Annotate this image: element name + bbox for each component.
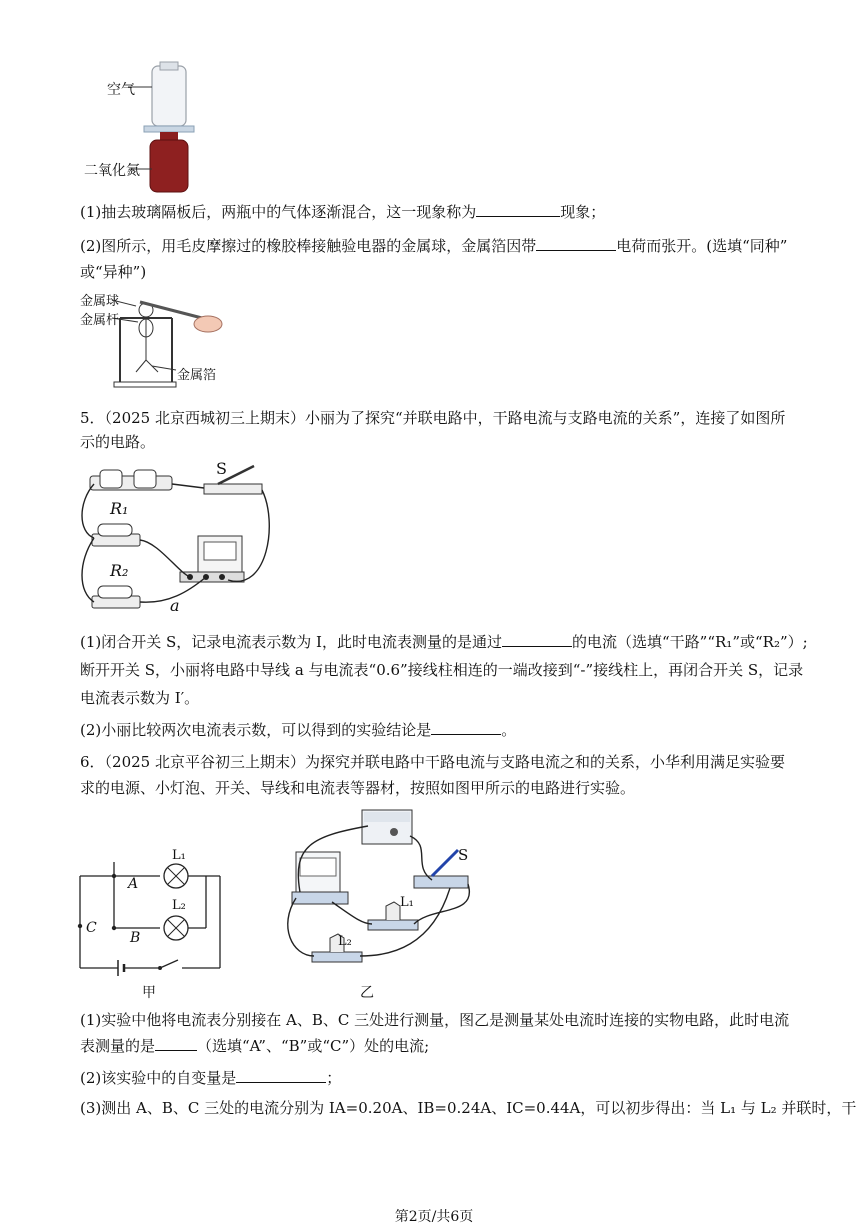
q5-sub1-line3: 电流表示数为 I′。 <box>80 689 200 707</box>
label-r2: R₂ <box>110 561 129 580</box>
q4-line3: 或“异种”) <box>80 263 147 281</box>
q4-line1-text: (1)抽去玻璃隔板后，两瓶中的气体逐渐混合，这一现象称为 <box>80 203 477 221</box>
label-point-a: A <box>128 876 139 892</box>
q6-line1: 6．（2025 北京平谷初三上期末）为探究并联电路中干路电流与支路电流之和的关系，小华利用满足实验要 <box>80 753 785 771</box>
q5-line1: 5．（2025 北京西城初三上期末）小丽为了探究“并联电路中，干路电流与支路电流的关系”，连接了如图所 <box>80 409 786 427</box>
label-air: 空气 <box>107 82 135 98</box>
q5-sub1-text-a: (1)闭合开关 S，记录电流表示数为 I，此时电流表测量的是通过 <box>80 633 502 651</box>
caption-jia: 甲 <box>142 985 156 1001</box>
circuit-physical-yi <box>282 806 478 972</box>
label-switch-s-yi: S <box>458 846 469 864</box>
q5-sub1-line2: 断开开关 S，小丽将电路中导线 a 与电流表“0.6”接线柱相连的一端改接到“-”接线柱上，再闭合开关 S，记录 <box>80 661 804 679</box>
label-r1: R₁ <box>110 499 129 518</box>
label-l1: L₁ <box>172 848 186 863</box>
label-metal-rod: 金属杆 <box>80 313 120 328</box>
answer-blank-independent-variable[interactable] <box>236 1068 326 1083</box>
q4-line2-text: (2)图所示，用毛皮摩擦过的橡胶棒接触验电器的金属球，金属箔因带 <box>80 237 537 255</box>
label-wire-a: a <box>170 596 180 615</box>
q6-sub2-text-a: (2)该实验中的自变量是 <box>80 1069 237 1087</box>
page-footer: 第2页/共6页 <box>394 1209 474 1225</box>
label-point-b: B <box>130 930 141 946</box>
q6-sub1-line2 <box>80 1036 800 1056</box>
answer-blank-phenomenon[interactable] <box>476 202 560 217</box>
q5-sub1-line1 <box>80 632 808 652</box>
circuit-r1-r2-figure <box>78 462 278 614</box>
q6-sub1-line1: (1)实验中他将电流表分别接在 A、B、C 三处进行测量，图乙是测量某处电流时连接的实物电路，此时电流 <box>80 1011 790 1029</box>
q5-sub2-text-b: 。 <box>501 721 517 739</box>
answer-blank-location[interactable] <box>155 1036 197 1051</box>
q5-line2: 示的电路。 <box>80 433 156 451</box>
q4-line1-tail: 现象； <box>560 203 606 221</box>
q6-sub1-text-b: 表测量的是 <box>80 1037 156 1055</box>
answer-blank-charge[interactable] <box>536 236 616 251</box>
answer-blank-measured-path[interactable] <box>502 632 572 647</box>
label-metal-ball: 金属球 <box>80 294 120 309</box>
q6-sub1-text-c: （选填“A”、“B”或“C”）处的电流; <box>197 1037 430 1055</box>
q4-line2 <box>80 236 800 256</box>
q5-sub2-text-a: (2)小丽比较两次电流表示数，可以得到的实验结论是 <box>80 721 432 739</box>
label-point-c: C <box>86 920 97 936</box>
q6-sub3: (3)测出 A、B、C 三处的电流分别为 IA=0.20A、IB=0.24A、IC=0.44A，可以初步得出：当 L₁ 与 L₂ 并联时，干 <box>80 1099 857 1117</box>
label-l1-yi: L₁ <box>400 895 414 910</box>
q5-sub1-text-b: 的电流（选填“干路”“R₁”或“R₂”）; <box>572 633 808 651</box>
label-no2: 二氧化氮 <box>84 163 140 179</box>
q4-line2-tail: 电荷而张开。(选填“同种” <box>616 237 788 255</box>
q6-sub2-text-b: ； <box>326 1069 342 1087</box>
q5-sub2 <box>80 720 800 740</box>
circuit-schematic-jia <box>78 848 228 972</box>
q6-line2: 求的电源、小灯泡、开关、导线和电流表等器材，按照如图甲所示的电路进行实验。 <box>80 779 636 797</box>
label-metal-foil: 金属箔 <box>177 368 217 383</box>
label-switch-s: S <box>216 459 227 478</box>
label-l2-yi: L₂ <box>338 934 352 949</box>
label-l2: L₂ <box>172 898 186 913</box>
q6-sub2 <box>80 1068 800 1088</box>
answer-blank-conclusion[interactable] <box>431 720 501 735</box>
caption-yi: 乙 <box>360 985 374 1001</box>
q4-line1 <box>80 202 800 222</box>
